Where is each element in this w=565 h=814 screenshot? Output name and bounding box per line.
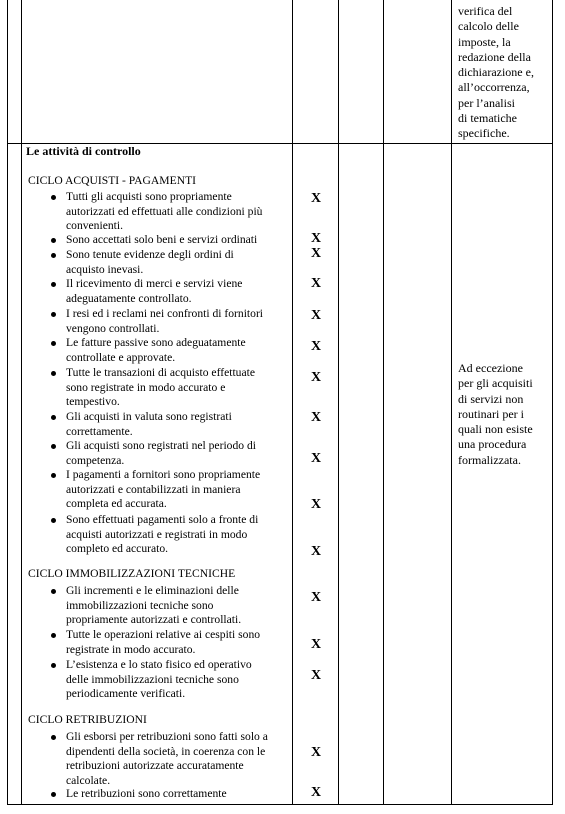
list-item-line: immobilizzazioni tecniche sono xyxy=(66,598,214,612)
bullet-icon xyxy=(51,735,56,740)
list-item-line: dipendenti della società, in coerenza con le xyxy=(66,744,266,758)
list-item-line: Gli acquisti in valuta sono registrati xyxy=(66,410,232,423)
check-mark: X xyxy=(310,451,322,466)
notes-line: una procedura xyxy=(458,437,527,452)
list-item-line: Gli acquisti sono registrati nel periodo di xyxy=(66,439,256,452)
list-item-line: calcolate. xyxy=(66,773,111,787)
list-item-line: controllate e approvate. xyxy=(66,350,176,364)
list-item-line: sono registrate in modo accurato e xyxy=(66,380,226,394)
list-item-line: Le fatture passive sono adeguatamente xyxy=(66,336,246,349)
list-item-line: correttamente. xyxy=(66,424,133,438)
notes-line: specifiche. xyxy=(458,126,510,141)
bullet-icon xyxy=(51,663,56,668)
list-item-line: completo ed accurato. xyxy=(66,542,169,555)
bullet-icon xyxy=(51,415,56,420)
bullet-icon xyxy=(51,444,56,449)
section-heading: Le attività di controllo xyxy=(26,144,141,158)
check-mark: X xyxy=(310,246,322,261)
notes-line: quali non esiste xyxy=(458,422,533,437)
list-item-line: Sono tenute evidenze degli ordini di xyxy=(66,248,234,261)
list-item-line: Sono effettuati pagamenti solo a fronte di xyxy=(66,513,259,526)
section-title: CICLO ACQUISTI - PAGAMENTI xyxy=(28,174,197,187)
list-item-line: I resi ed i reclami nei confronti di fornitori xyxy=(66,307,264,320)
section-title: CICLO RETRIBUZIONI xyxy=(28,713,147,726)
column-border xyxy=(292,0,293,805)
bullet-icon xyxy=(51,253,56,258)
check-mark: X xyxy=(310,191,322,206)
bullet-icon xyxy=(51,473,56,478)
list-item-line: convenienti. xyxy=(66,219,123,232)
notes-line: di tematiche xyxy=(458,111,517,126)
list-item-line: autorizzati e contabilizzati in maniera xyxy=(66,482,241,496)
notes-line: Ad eccezione xyxy=(458,361,523,375)
notes-line: imposte, la xyxy=(458,34,511,49)
check-mark: X xyxy=(310,590,322,605)
bullet-icon xyxy=(51,282,56,287)
check-mark: X xyxy=(310,410,322,425)
check-mark: X xyxy=(310,785,322,800)
list-item-line: I pagamenti a fornitori sono propriamente xyxy=(66,468,261,481)
list-item-line: L’esistenza e lo stato fisico ed operativo xyxy=(66,658,252,671)
column-border xyxy=(21,0,22,805)
notes-line: all’occorrenza, xyxy=(458,80,530,95)
check-mark: X xyxy=(310,745,322,760)
bullet-icon xyxy=(51,195,56,200)
list-item-line: acquisti autorizzati e registrati in modo xyxy=(66,527,248,541)
list-item-line: propriamente autorizzati e controllati. xyxy=(66,613,242,626)
list-item-line: vengono controllati. xyxy=(66,321,160,335)
column-border xyxy=(7,0,8,805)
main-row-notes xyxy=(458,361,554,468)
list-item-line: autorizzati ed effettuati alle condizioni più xyxy=(66,204,263,218)
check-mark: X xyxy=(310,637,322,652)
notes-line: per l’analisi xyxy=(458,95,515,110)
notes-line: routinari per i xyxy=(458,406,524,421)
list-item-line: completa ed accurata. xyxy=(66,497,167,510)
notes-line: formalizzata. xyxy=(458,452,521,467)
list-item-line: retribuzioni autorizzate accuratamente xyxy=(66,759,244,772)
list-item-line: Gli esborsi per retribuzioni sono fatti solo a xyxy=(66,730,268,743)
list-item-line: Sono accettati solo beni e servizi ordinati xyxy=(66,233,258,246)
bullet-icon xyxy=(51,633,56,638)
list-item-line: Tutti gli acquisti sono propriamente xyxy=(66,190,232,203)
check-mark: X xyxy=(310,370,322,385)
list-item-line: Gli incrementi e le eliminazioni delle xyxy=(66,584,239,597)
list-item-line: periodicamente verificati. xyxy=(66,687,186,700)
list-item-line: competenza. xyxy=(66,453,125,467)
notes-line: calcolo delle xyxy=(458,19,519,34)
bullet-icon xyxy=(51,312,56,317)
check-mark: X xyxy=(310,339,322,354)
column-border xyxy=(338,0,339,805)
notes-line: di servizi non xyxy=(458,391,524,406)
notes-line: per gli acquisiti xyxy=(458,376,533,391)
list-item-line: registrate in modo accurato. xyxy=(66,642,196,656)
check-mark: X xyxy=(310,497,322,512)
column-border xyxy=(451,0,452,805)
list-item-line: Il ricevimento di merci e servizi viene xyxy=(66,277,243,290)
check-mark: X xyxy=(310,231,322,246)
bullet-icon xyxy=(51,341,56,346)
list-item-line: delle immobilizzazioni tecniche sono xyxy=(66,672,239,686)
section-title: CICLO IMMOBILIZZAZIONI TECNICHE xyxy=(28,567,236,580)
check-mark: X xyxy=(310,668,322,683)
list-item-line: adeguatamente controllato. xyxy=(66,291,192,305)
list-item-line: Tutte le operazioni relative ai cespiti sono xyxy=(66,628,261,641)
row-border xyxy=(7,804,553,805)
bullet-icon xyxy=(51,371,56,376)
top-row-notes xyxy=(458,4,554,142)
check-mark: X xyxy=(310,308,322,323)
bullet-icon xyxy=(51,518,56,523)
list-item-line: Le retribuzioni sono correttamente xyxy=(66,787,227,800)
list-item-line: Tutte le transazioni di acquisto effettuate xyxy=(66,366,255,379)
notes-line: dichiarazione e, xyxy=(458,65,534,80)
column-border xyxy=(383,0,384,805)
notes-line: redazione della xyxy=(458,49,531,64)
list-item-line: acquisto inevasi. xyxy=(66,262,144,276)
check-mark: X xyxy=(310,544,322,559)
check-mark: X xyxy=(310,276,322,291)
list-item-line: tempestivo. xyxy=(66,395,120,408)
bullet-icon xyxy=(51,238,56,243)
bullet-icon xyxy=(51,792,56,797)
notes-line: verifica del xyxy=(458,4,513,18)
bullet-icon xyxy=(51,589,56,594)
